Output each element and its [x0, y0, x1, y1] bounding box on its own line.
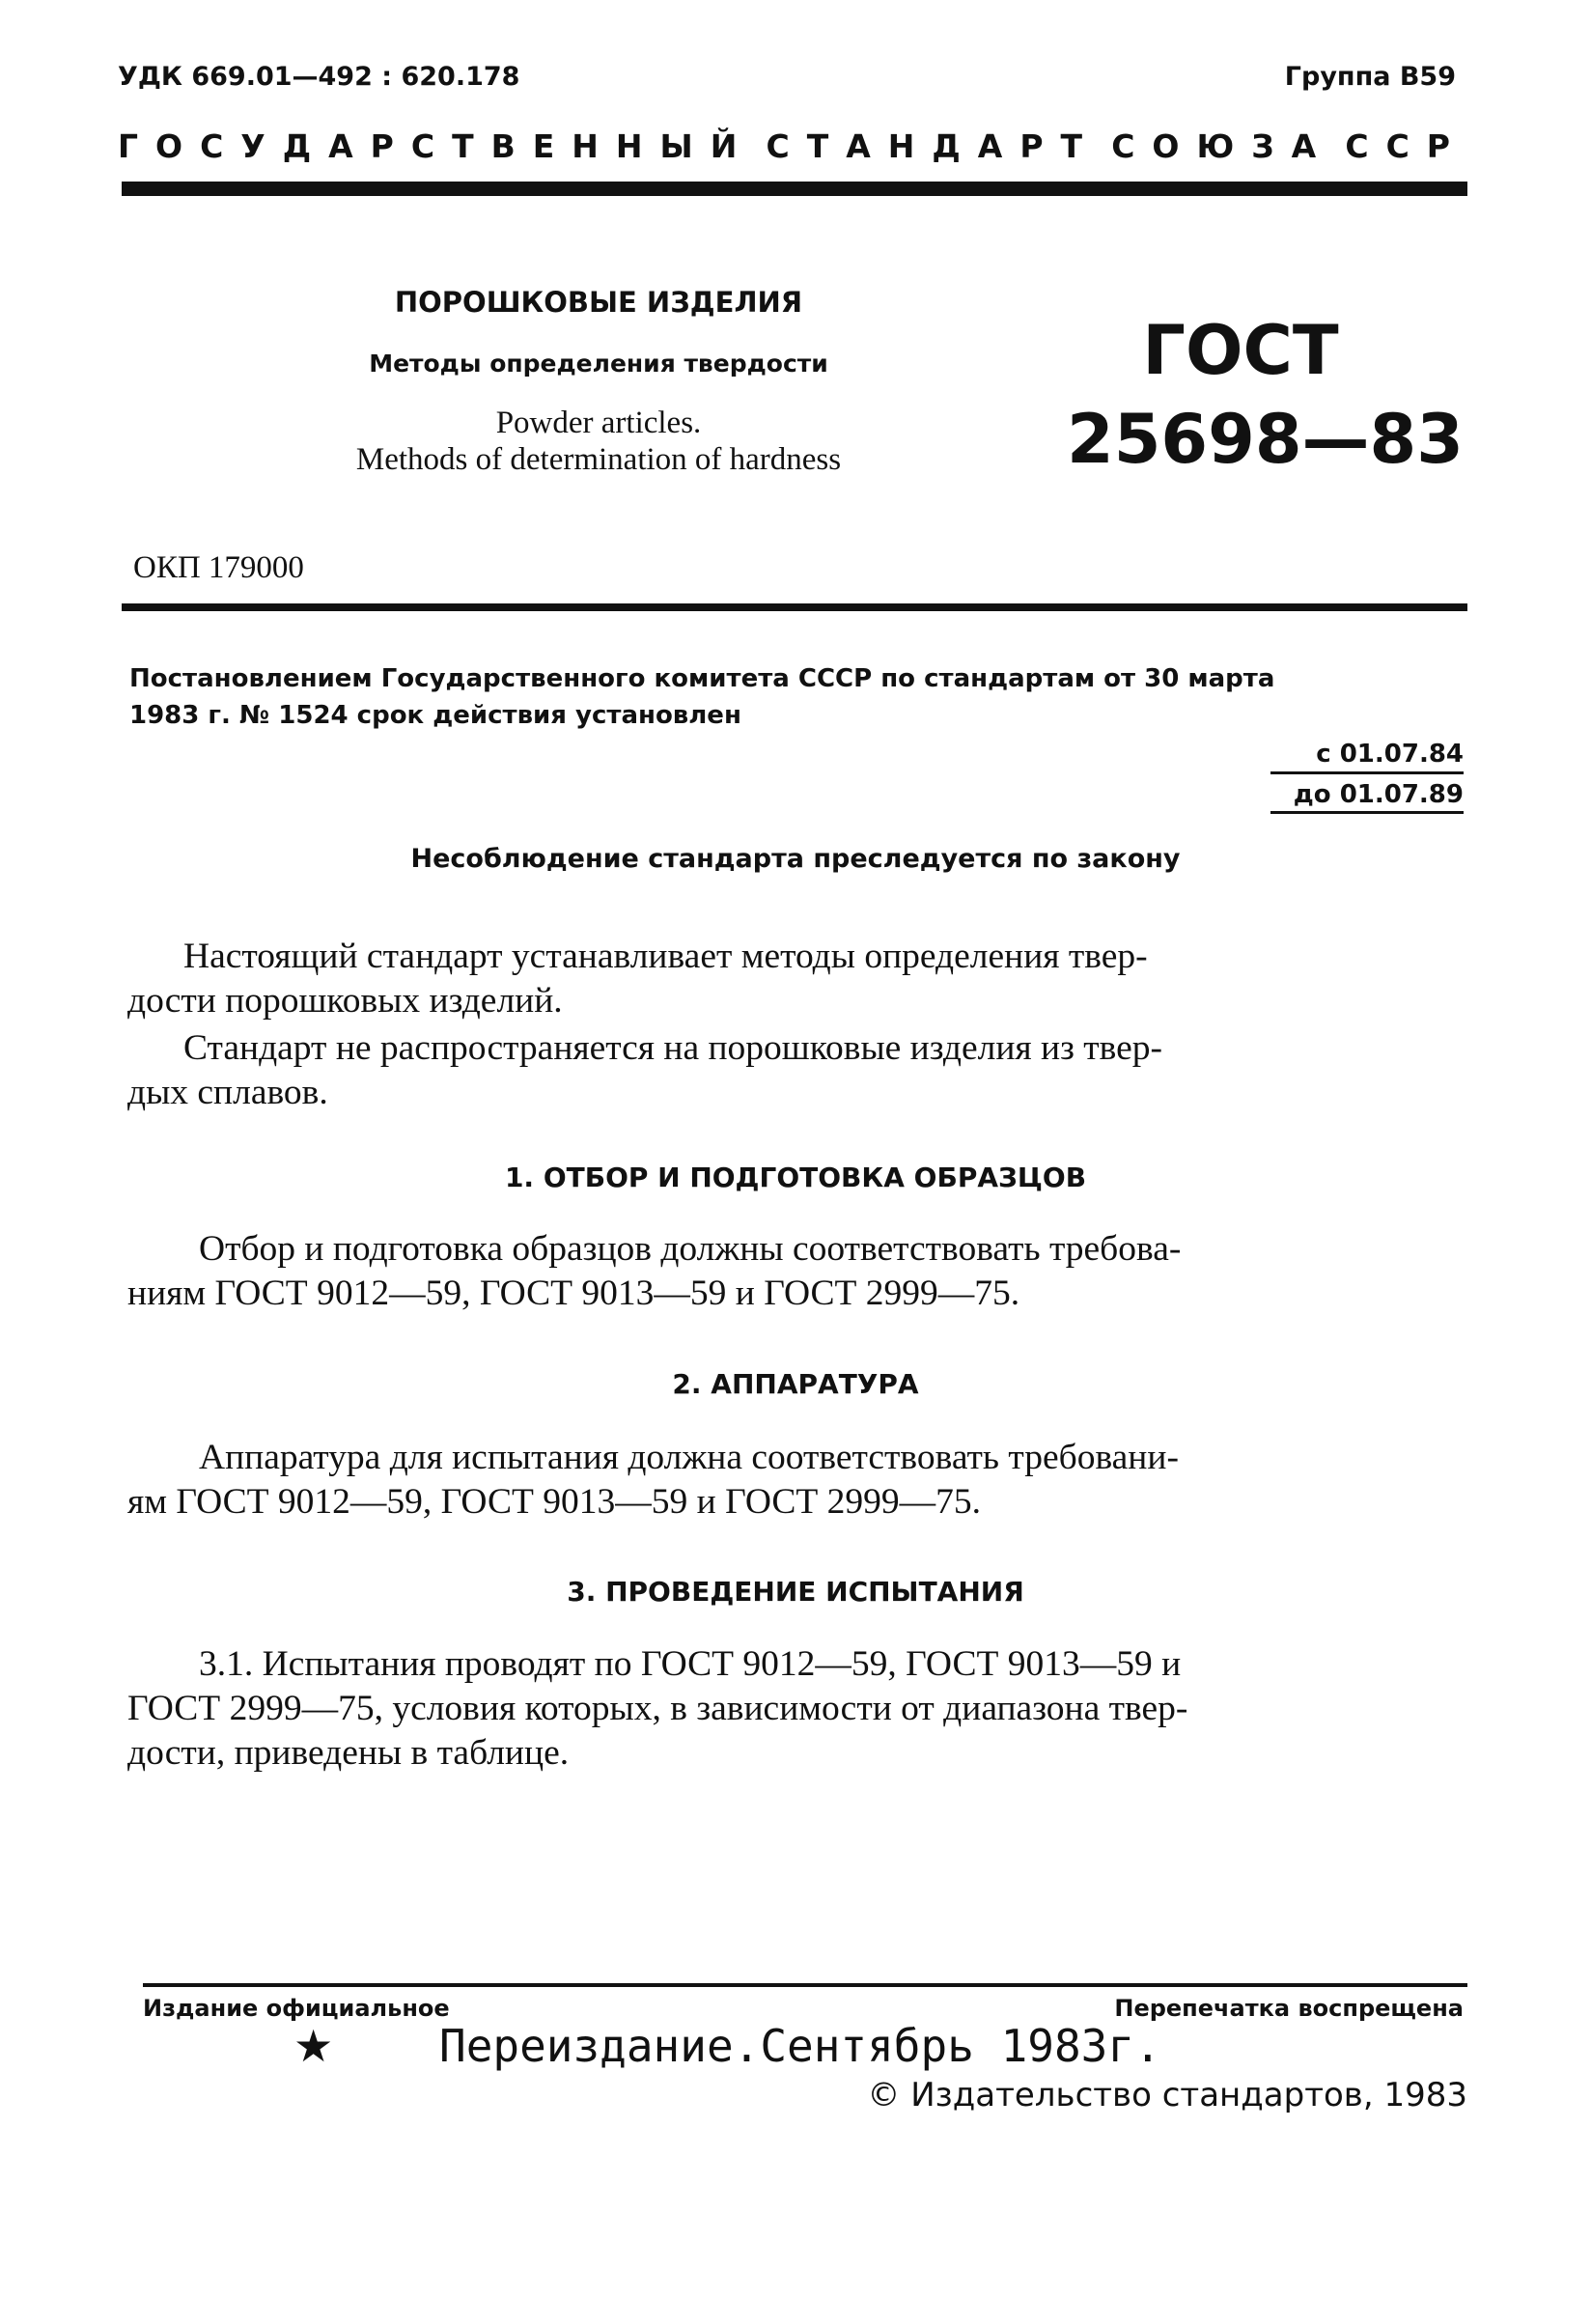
subtitle-russian: Методы определения твердости: [369, 350, 828, 378]
effective-date-from: с 01.07.84: [1316, 740, 1464, 769]
section-text-line: ниям ГОСТ 9012—59, ГОСТ 9013—59 и ГОСТ 2999—75.: [127, 1274, 1020, 1313]
udk-code: УДК 669.01—492 : 620.178: [118, 62, 520, 92]
date-underline: [1270, 771, 1464, 774]
intro-paragraph-line: дых сплавов.: [127, 1073, 328, 1112]
section-text-line: ГОСТ 2999—75, условия которых, в зависимости от диапазона твер-: [127, 1689, 1188, 1728]
group-code: Группа В59: [1284, 62, 1456, 92]
reissue-stamp: Переиздание.Сентябрь 1983г.: [439, 2020, 1161, 2072]
reprint-prohibited-label: Перепечатка воспрещена: [1114, 1995, 1464, 2022]
section-heading: 2. АППАРАТУРА: [672, 1368, 919, 1400]
decree-line2: 1983 г. № 1524 срок действия установлен: [129, 701, 741, 730]
banner-word: СОЮЗА: [1111, 127, 1334, 165]
section-heading: 1. ОТБОР И ПОДГОТОВКА ОБРАЗЦОВ: [504, 1162, 1087, 1193]
section-heading: 3. ПРОВЕДЕНИЕ ИСПЫТАНИЯ: [567, 1576, 1024, 1608]
okp-code: ОКП 179000: [133, 550, 304, 585]
decree-line1: Постановлением Государственного комитета СССР по стандартам от 30 марта: [129, 664, 1275, 693]
penalty-notice: Несоблюдение стандарта преследуется по закону: [410, 844, 1181, 874]
intro-paragraph-line: дости порошковых изделий.: [127, 981, 563, 1021]
section-text-line: ям ГОСТ 9012—59, ГОСТ 9013—59 и ГОСТ 2999—75.: [127, 1482, 982, 1522]
section-text-line: дости, приведены в таблице.: [127, 1733, 570, 1773]
standard-banner: [118, 127, 1467, 165]
section-text-line: Отбор и подготовка образцов должны соответствовать требова-: [199, 1229, 1182, 1269]
official-edition-label: Издание официальное: [143, 1995, 450, 2022]
date-underline: [1270, 811, 1464, 814]
gost-number: 25698—83: [1067, 400, 1464, 479]
title-russian: ПОРОШКОВЫЕ ИЗДЕЛИЯ: [394, 286, 803, 319]
title-english-line2: Methods of determination of hardness: [355, 442, 842, 477]
section-text-line: Аппаратура для испытания должна соответствовать требовани-: [199, 1438, 1179, 1477]
intro-paragraph-line: Настоящий стандарт устанавливает методы определения твер-: [183, 937, 1148, 976]
banner-word: ГОСУДАРСТВЕННЫЙ: [118, 127, 755, 165]
banner-word: СТАНДАРТ: [766, 127, 1101, 165]
banner-word: ССР: [1345, 127, 1467, 165]
section-text-line: 3.1. Испытания проводят по ГОСТ 9012—59, ГОСТ 9013—59 и: [199, 1644, 1182, 1684]
star-icon: ★: [293, 2022, 334, 2071]
intro-paragraph-line: Стандарт не распространяется на порошковые изделия из твер-: [183, 1028, 1163, 1068]
footer-divider: [143, 1983, 1467, 1987]
header-divider: [122, 182, 1467, 196]
effective-date-to: до 01.07.89: [1293, 780, 1464, 809]
gost-label: ГОСТ: [1142, 311, 1339, 390]
section-divider: [122, 603, 1467, 611]
copyright-line: © Издательство стандартов, 1983: [867, 2076, 1467, 2114]
title-english-line1: Powder articles.: [495, 406, 702, 440]
